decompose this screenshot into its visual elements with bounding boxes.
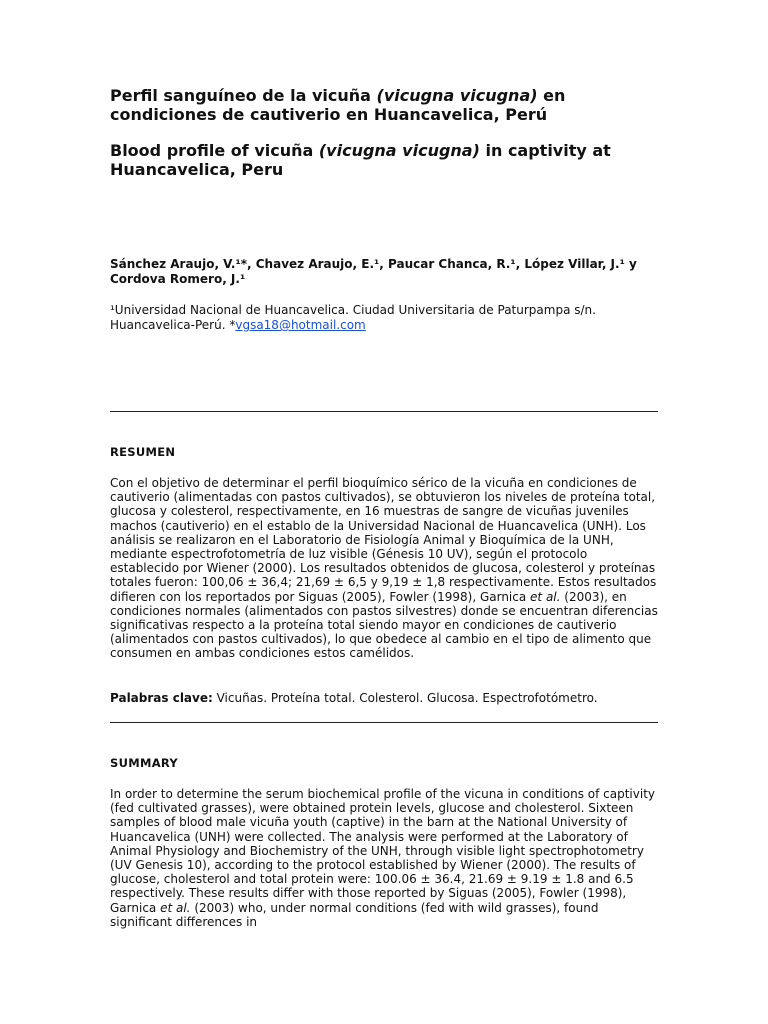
title-spanish-species: (vicugna vicugna) [376,86,538,105]
resumen-et-al: et al. [530,589,561,604]
summary-text-part2: (2003) who, under normal conditions (fed with wild grasses), found significant differences in [110,900,599,929]
keywords-label: Palabras clave: [110,691,213,705]
affiliation [110,303,658,333]
summary-heading: SUMMARY [110,756,179,770]
title-english [110,141,658,179]
summary-paragraph [110,787,658,929]
author-list: Sánchez Araujo, V.¹*, Chavez Araujo, E.¹, Paucar Chanca, R.¹, López Villar, J.¹ y Cordova Romero, J.¹ [110,257,637,286]
resumen-paragraph [110,476,658,661]
title-spanish-part2: en condiciones de cautiverio en Huancavelica, Perú [110,86,566,124]
keywords-text: Vicuñas. Proteína total. Colesterol. Glucosa. Espectrofotómetro. [212,691,598,705]
divider-bottom [110,722,658,723]
title-english-part1: Blood profile of vicuña [110,141,319,160]
affiliation-text: ¹Universidad Nacional de Huancavelica. Ciudad Universitaria de Paturpampa s/n. Huancavelica-Perú. * [110,303,596,332]
title-english-part2: in captivity at Huancavelica, Peru [110,141,611,179]
summary-text-part1: In order to determine the serum biochemical profile of the vicuna in conditions of captivity (fed cultivated grasses), were obtained protein levels, glucose and cholesterol. Sixteen samples of blood male vicuña youth (captive) in the barn at the National University of Huancavelica (UNH) were collected. The analysis were performed at the Laboratory of Animal Physiology and Biochemistry of the UNH, through visible light spectrophotometry (UV Genesis 10), according to the protocol established by Wiener (2000). The results of glucose, cholesterol and total protein were: 100.06 ± 36.4, 21.69 ± 9.19 ± 1.8 and 6.5 respectively. These results differ with those reported by Siguas (2005), Fowler (1998), Garnica [110,787,656,915]
summary-et-al: et al. [160,900,191,915]
resumen-text-part2: (2003), en condiciones normales (alimentados con pastos silvestres) donde se encuentran diferencias significativas respecto a la proteína total siendo mayor en condiciones de cautiverio (alimentados con pastos cultivados), lo que obedece al cambio en el tipo de alimento que consumen en ambas condiciones estos camélidos. [110,589,658,661]
title-english-species: (vicugna vicugna) [318,141,480,160]
resumen-text-part1: Con el objetivo de determinar el perfil bioquímico sérico de la vicuña en condiciones de cautiverio (alimentadas con pastos cultivados), se obtuvieron los niveles de proteína total, glucosa y colesterol, respectivamente, en 16 muestras de sangre de vicuñas juveniles machos (cautiverio) en el establo de la Universidad Nacional de Huancavelica (UNH). Los análisis se realizaron en el Laboratorio de Fisiología Animal y Bioquímica de la UNH, mediante espectrofotometría de luz visible (Génesis 10 UV), según el protocolo establecido por Wiener (2000). Los resultados obtenidos de glucosa, colesterol y proteínas totales fueron: 100,06 ± 36,4; 21,69 ± 6,5 y 9,19 ± 1,8 respectivamente. Estos resultados difieren con los reportados por Siguas (2005), Fowler (1998), Garnica [110,476,657,604]
title-spanish-part1: Perfil sanguíneo de la vicuña [110,86,377,105]
resumen-heading: RESUMEN [110,445,176,459]
title-spanish [110,86,658,124]
email-link[interactable]: vgsa18@hotmail.com [235,318,366,332]
divider-top [110,411,658,412]
keywords [110,691,658,706]
